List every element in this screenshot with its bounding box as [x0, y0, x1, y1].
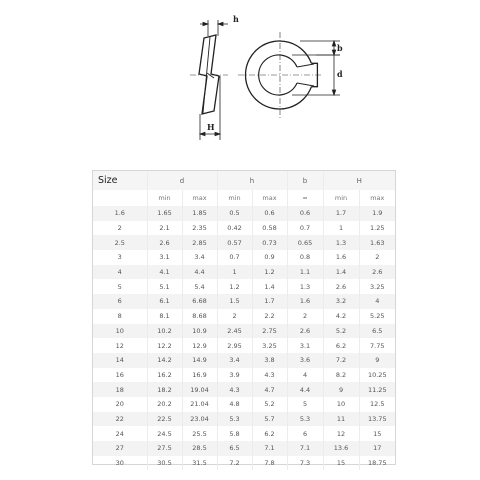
value-cell: 5.2	[252, 397, 287, 412]
dimensions-table-container	[92, 170, 396, 468]
value-cell: 9	[359, 353, 395, 368]
table-row	[93, 221, 395, 236]
value-cell: 8.2	[323, 368, 359, 383]
value-cell: 0.57	[217, 235, 252, 250]
subheader-cell: max	[252, 190, 287, 206]
value-cell: 7.8	[252, 456, 287, 471]
value-cell: 5.1	[147, 279, 182, 294]
value-cell: 1	[217, 265, 252, 280]
value-cell: 1.25	[359, 221, 395, 236]
table-row	[93, 206, 395, 221]
value-cell: 28.5	[182, 441, 217, 456]
value-cell: 6.1	[147, 294, 182, 309]
value-cell: 2	[359, 250, 395, 265]
value-cell: 2.85	[182, 235, 217, 250]
h-label: h	[233, 14, 239, 24]
value-cell: 13.75	[359, 412, 395, 427]
value-cell: 0.6	[287, 206, 323, 221]
size-cell: 22	[93, 412, 147, 427]
value-cell: 7.2	[323, 353, 359, 368]
value-cell: 30.5	[147, 456, 182, 471]
value-cell: 1.3	[287, 279, 323, 294]
size-cell: 24	[115, 429, 124, 438]
value-cell: 0.8	[287, 250, 323, 265]
value-cell: 3.1	[287, 338, 323, 353]
subheader-cell: max	[359, 190, 395, 206]
value-cell: 1.6	[323, 250, 359, 265]
value-cell: 0.42	[217, 221, 252, 236]
value-cell: 3.9	[217, 368, 252, 383]
value-cell: 1.7	[323, 206, 359, 221]
value-cell: 5.25	[359, 309, 395, 324]
value-cell: 4.2	[323, 309, 359, 324]
value-cell: 4.4	[287, 382, 323, 397]
header-b: b	[287, 171, 323, 190]
value-cell: 8.1	[147, 309, 182, 324]
value-cell: 12.2	[147, 338, 182, 353]
table-row	[93, 235, 395, 250]
value-cell: 0.7	[287, 221, 323, 236]
value-cell: 3.4	[217, 353, 252, 368]
size-cell: 14	[93, 353, 147, 368]
value-cell: 2.95	[217, 338, 252, 353]
value-cell: 12.9	[182, 338, 217, 353]
value-cell: 18.2	[147, 382, 182, 397]
size-cell: 27	[93, 441, 147, 456]
table-row	[93, 368, 395, 383]
value-cell: 4.8	[217, 397, 252, 412]
header-h: h	[217, 171, 287, 190]
value-cell: 22.5	[147, 412, 182, 427]
washer-side-view	[199, 35, 219, 114]
value-cell: 25.5	[182, 426, 217, 441]
value-cell: 2.35	[182, 221, 217, 236]
size-cell: 6	[93, 294, 147, 309]
value-cell: 16.9	[182, 368, 217, 383]
value-cell: 7.3	[287, 456, 323, 471]
value-cell: 0.73	[252, 235, 287, 250]
value-cell: 5.7	[252, 412, 287, 427]
value-cell: 19.04	[182, 382, 217, 397]
value-cell: 14.9	[182, 353, 217, 368]
value-cell: 10.9	[182, 324, 217, 339]
value-cell: 4.3	[252, 368, 287, 383]
table-row	[93, 456, 395, 471]
value-cell: 3.1	[147, 250, 182, 265]
value-cell: 7.1	[252, 441, 287, 456]
size-cell: 30	[115, 459, 124, 468]
value-cell: 15	[323, 456, 359, 471]
value-cell: 6.2	[323, 338, 359, 353]
front-centre-lines	[238, 32, 322, 118]
table-row	[93, 426, 395, 441]
value-cell: 2.6	[147, 235, 182, 250]
size-cell: 20	[115, 400, 124, 409]
value-cell: 14.2	[147, 353, 182, 368]
value-cell: 7.2	[217, 456, 252, 471]
value-cell: 5.3	[287, 412, 323, 427]
value-cell: 5.2	[323, 324, 359, 339]
value-cell: 6	[287, 426, 323, 441]
value-cell: 10.25	[359, 368, 395, 383]
size-cell: 3	[117, 253, 122, 262]
value-cell: 4.3	[217, 382, 252, 397]
value-cell: 9	[323, 382, 359, 397]
value-cell: 5.8	[217, 426, 252, 441]
value-cell: 7.1	[287, 441, 323, 456]
value-cell: 6.68	[182, 294, 217, 309]
size-cell: 4	[93, 265, 147, 280]
value-cell: 5.4	[182, 279, 217, 294]
value-cell: 3.4	[182, 250, 217, 265]
value-cell: 31.5	[182, 456, 217, 471]
header-H: H	[323, 171, 395, 190]
value-cell: 0.58	[252, 221, 287, 236]
value-cell: 3.25	[252, 338, 287, 353]
table-row	[93, 441, 395, 456]
size-cell: 8	[117, 312, 122, 321]
value-cell: 1.63	[359, 235, 395, 250]
table-body	[93, 206, 395, 470]
value-cell: 4	[287, 368, 323, 383]
value-cell: 1.2	[217, 279, 252, 294]
header-size: Size	[93, 171, 147, 190]
subheader-cell: min	[323, 190, 359, 206]
d-label: d	[337, 69, 343, 79]
size-cell: 12	[115, 341, 124, 350]
size-cell: 1.6	[93, 206, 147, 221]
subheader-cell: min	[147, 190, 182, 206]
value-cell: 1.1	[287, 265, 323, 280]
value-cell: 1.65	[147, 206, 182, 221]
table-subheader-row	[93, 190, 395, 206]
value-cell: 10.2	[147, 324, 182, 339]
table-row	[93, 412, 395, 427]
value-cell: 4.4	[182, 265, 217, 280]
table-row	[93, 324, 395, 339]
b-label: b	[337, 43, 343, 53]
value-cell: 1.5	[217, 294, 252, 309]
value-cell: 6.5	[359, 324, 395, 339]
value-cell: 24.5	[147, 426, 182, 441]
dimensions-table	[93, 171, 395, 470]
value-cell: 2.2	[252, 309, 287, 324]
subheader-cell: min	[217, 190, 252, 206]
table-row	[93, 250, 395, 265]
value-cell: 11	[323, 412, 359, 427]
size-cell: 16	[115, 370, 124, 379]
value-cell: 21.04	[182, 397, 217, 412]
size-cell: 18	[93, 382, 147, 397]
value-cell: 6.2	[252, 426, 287, 441]
size-cell: 2	[117, 224, 122, 233]
value-cell: 12.5	[359, 397, 395, 412]
value-cell: 15	[359, 426, 395, 441]
value-cell: 5	[287, 397, 323, 412]
value-cell: 12	[323, 426, 359, 441]
value-cell: 0.65	[287, 235, 323, 250]
value-cell: 2.1	[147, 221, 182, 236]
size-cell: 10	[93, 324, 147, 339]
value-cell: 13.6	[323, 441, 359, 456]
value-cell: 6.5	[217, 441, 252, 456]
value-cell: 1.9	[359, 206, 395, 221]
subheader-cell: max	[182, 190, 217, 206]
value-cell: 1.4	[252, 279, 287, 294]
subheader-cell	[93, 190, 147, 206]
value-cell: 0.9	[252, 250, 287, 265]
value-cell: 1.85	[182, 206, 217, 221]
table-row	[93, 279, 395, 294]
value-cell: 0.5	[217, 206, 252, 221]
spring-washer-drawing	[0, 0, 480, 170]
table-header-row	[93, 171, 395, 190]
value-cell: 2	[287, 309, 323, 324]
table-row	[93, 338, 395, 353]
value-cell: 1.7	[252, 294, 287, 309]
value-cell: 20.2	[147, 397, 182, 412]
value-cell: 1.4	[323, 265, 359, 280]
H-label: H	[207, 122, 215, 132]
value-cell: 2.45	[217, 324, 252, 339]
table-row	[93, 294, 395, 309]
value-cell: 3.6	[287, 353, 323, 368]
value-cell: 1.6	[287, 294, 323, 309]
table-row	[93, 353, 395, 368]
table-row	[93, 309, 395, 324]
value-cell: 16.2	[147, 368, 182, 383]
h-dimension	[200, 20, 228, 36]
value-cell: 4.1	[147, 265, 182, 280]
header-d: d	[147, 171, 217, 190]
value-cell: 2.6	[359, 265, 395, 280]
value-cell: 8.68	[182, 309, 217, 324]
value-cell: 1.3	[323, 235, 359, 250]
table-row	[93, 382, 395, 397]
subheader-cell: ≈	[287, 190, 323, 206]
value-cell: 1.2	[252, 265, 287, 280]
value-cell: 10	[323, 397, 359, 412]
value-cell: 1	[323, 221, 359, 236]
value-cell: 0.6	[252, 206, 287, 221]
value-cell: 2.6	[287, 324, 323, 339]
value-cell: 3.8	[252, 353, 287, 368]
value-cell: 18.75	[359, 456, 395, 471]
value-cell: 5.3	[217, 412, 252, 427]
value-cell: 11.25	[359, 382, 395, 397]
value-cell: 17	[359, 441, 395, 456]
size-cell: 5	[117, 282, 122, 291]
size-cell: 2.5	[93, 235, 147, 250]
value-cell: 23.04	[182, 412, 217, 427]
value-cell: 7.75	[359, 338, 395, 353]
table-row	[93, 265, 395, 280]
value-cell: 3.25	[359, 279, 395, 294]
value-cell: 2	[217, 309, 252, 324]
table-row	[93, 397, 395, 412]
value-cell: 3.2	[323, 294, 359, 309]
value-cell: 2.75	[252, 324, 287, 339]
value-cell: 27.5	[147, 441, 182, 456]
value-cell: 2.6	[323, 279, 359, 294]
value-cell: 0.7	[217, 250, 252, 265]
value-cell: 4	[359, 294, 395, 309]
value-cell: 4.7	[252, 382, 287, 397]
